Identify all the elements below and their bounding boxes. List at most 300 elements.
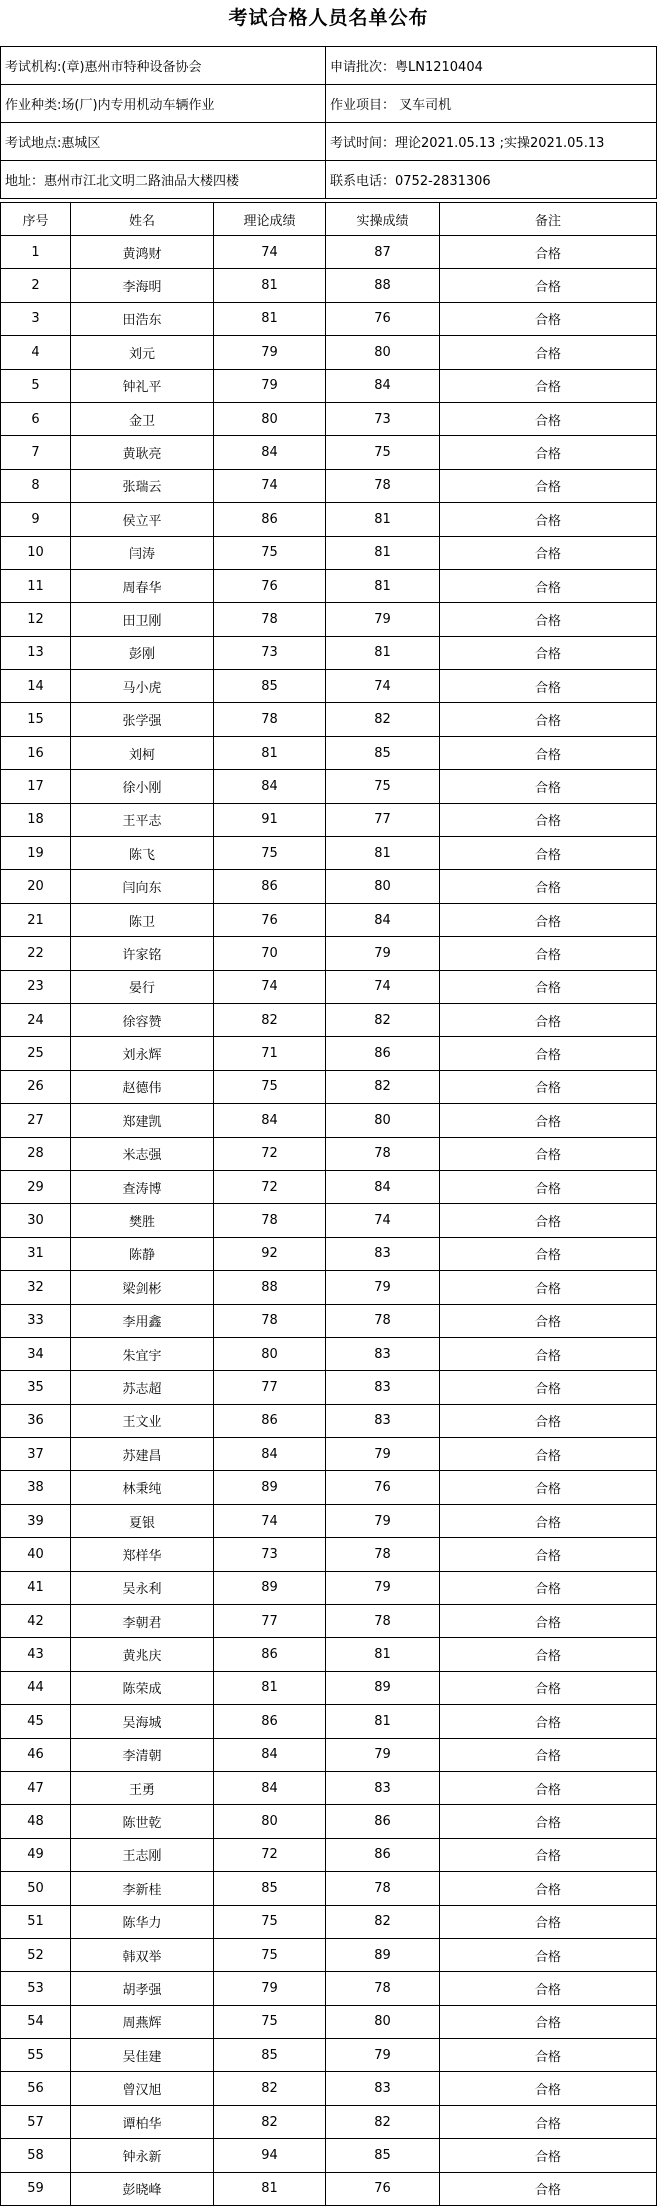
row-index: 53 bbox=[1, 1972, 71, 2005]
practical-score: 78 bbox=[326, 1872, 440, 1905]
row-index: 30 bbox=[1, 1204, 71, 1237]
practical-score: 78 bbox=[326, 1304, 440, 1337]
table-row bbox=[1, 1137, 657, 1170]
table-row bbox=[1, 1872, 657, 1905]
row-index: 43 bbox=[1, 1638, 71, 1671]
theory-score: 80 bbox=[214, 402, 326, 435]
practical-score: 85 bbox=[326, 2139, 440, 2172]
practical-score: 81 bbox=[326, 536, 440, 569]
remark: 合格 bbox=[440, 2139, 657, 2172]
header-remark: 备注 bbox=[440, 203, 657, 236]
theory-score: 72 bbox=[214, 1170, 326, 1203]
row-index: 6 bbox=[1, 402, 71, 435]
person-name: 彭刚 bbox=[71, 636, 214, 669]
remark: 合格 bbox=[440, 1371, 657, 1404]
theory-score: 81 bbox=[214, 269, 326, 302]
theory-score: 94 bbox=[214, 2139, 326, 2172]
exam-info-table bbox=[0, 46, 657, 199]
table-row bbox=[1, 1972, 657, 2005]
person-name: 许家铭 bbox=[71, 937, 214, 970]
table-row bbox=[1, 803, 657, 836]
header-practical-score: 实操成绩 bbox=[326, 203, 440, 236]
row-index: 28 bbox=[1, 1137, 71, 1170]
row-index: 32 bbox=[1, 1271, 71, 1304]
practical-score: 76 bbox=[326, 302, 440, 335]
practical-score: 76 bbox=[326, 2172, 440, 2205]
person-name: 黄鸿财 bbox=[71, 236, 214, 269]
row-index: 33 bbox=[1, 1304, 71, 1337]
practical-score: 77 bbox=[326, 803, 440, 836]
practical-score: 85 bbox=[326, 736, 440, 769]
person-name: 樊胜 bbox=[71, 1204, 214, 1237]
row-index: 39 bbox=[1, 1504, 71, 1537]
remark: 合格 bbox=[440, 1805, 657, 1838]
table-row bbox=[1, 569, 657, 602]
row-index: 46 bbox=[1, 1738, 71, 1771]
row-index: 21 bbox=[1, 903, 71, 936]
table-row bbox=[1, 937, 657, 970]
row-index: 56 bbox=[1, 2072, 71, 2105]
table-row bbox=[1, 1738, 657, 1771]
practical-score: 78 bbox=[326, 1605, 440, 1638]
person-name: 陈静 bbox=[71, 1237, 214, 1270]
person-name: 李朝君 bbox=[71, 1605, 214, 1638]
row-index: 15 bbox=[1, 703, 71, 736]
theory-score: 73 bbox=[214, 1538, 326, 1571]
remark: 合格 bbox=[440, 1905, 657, 1938]
table-row bbox=[1, 736, 657, 769]
row-index: 23 bbox=[1, 970, 71, 1003]
remark: 合格 bbox=[440, 1972, 657, 2005]
row-index: 42 bbox=[1, 1605, 71, 1638]
theory-score: 74 bbox=[214, 1504, 326, 1537]
theory-score: 72 bbox=[214, 1838, 326, 1871]
person-name: 陈荣成 bbox=[71, 1671, 214, 1704]
contact-phone: 联系电话：0752-2831306 bbox=[326, 161, 657, 199]
person-name: 黄耿亮 bbox=[71, 436, 214, 469]
table-row bbox=[1, 1605, 657, 1638]
theory-score: 92 bbox=[214, 1237, 326, 1270]
practical-score: 80 bbox=[326, 1104, 440, 1137]
table-row bbox=[1, 1571, 657, 1604]
theory-score: 74 bbox=[214, 970, 326, 1003]
row-index: 22 bbox=[1, 937, 71, 970]
person-name: 徐容赞 bbox=[71, 1003, 214, 1036]
practical-score: 79 bbox=[326, 1271, 440, 1304]
remark: 合格 bbox=[440, 302, 657, 335]
remark: 合格 bbox=[440, 1337, 657, 1370]
practical-score: 79 bbox=[326, 1738, 440, 1771]
theory-score: 82 bbox=[214, 2072, 326, 2105]
remark: 合格 bbox=[440, 1170, 657, 1203]
row-index: 35 bbox=[1, 1371, 71, 1404]
person-name: 周燕辉 bbox=[71, 2005, 214, 2038]
remark: 合格 bbox=[440, 1271, 657, 1304]
remark: 合格 bbox=[440, 336, 657, 369]
theory-score: 85 bbox=[214, 2039, 326, 2072]
table-row bbox=[1, 1471, 657, 1504]
person-name: 田浩东 bbox=[71, 302, 214, 335]
theory-score: 73 bbox=[214, 636, 326, 669]
remark: 合格 bbox=[440, 937, 657, 970]
row-index: 5 bbox=[1, 369, 71, 402]
table-row bbox=[1, 1705, 657, 1738]
practical-score: 80 bbox=[326, 870, 440, 903]
theory-score: 81 bbox=[214, 736, 326, 769]
row-index: 9 bbox=[1, 503, 71, 536]
theory-score: 76 bbox=[214, 569, 326, 602]
row-index: 3 bbox=[1, 302, 71, 335]
table-row bbox=[1, 1638, 657, 1671]
table-body bbox=[1, 236, 657, 2206]
row-index: 38 bbox=[1, 1471, 71, 1504]
theory-score: 81 bbox=[214, 2172, 326, 2205]
practical-score: 79 bbox=[326, 2039, 440, 2072]
practical-score: 89 bbox=[326, 1671, 440, 1704]
remark: 合格 bbox=[440, 803, 657, 836]
table-row bbox=[1, 536, 657, 569]
operation-category: 作业种类:场(厂)内专用机动车辆作业 bbox=[1, 85, 326, 123]
theory-score: 75 bbox=[214, 1905, 326, 1938]
table-row bbox=[1, 703, 657, 736]
theory-score: 76 bbox=[214, 903, 326, 936]
row-index: 48 bbox=[1, 1805, 71, 1838]
person-name: 晏行 bbox=[71, 970, 214, 1003]
person-name: 韩双举 bbox=[71, 1938, 214, 1971]
table-row bbox=[1, 336, 657, 369]
theory-score: 84 bbox=[214, 1771, 326, 1804]
row-index: 18 bbox=[1, 803, 71, 836]
remark: 合格 bbox=[440, 2005, 657, 2038]
theory-score: 75 bbox=[214, 536, 326, 569]
table-row bbox=[1, 1504, 657, 1537]
theory-score: 78 bbox=[214, 603, 326, 636]
practical-score: 87 bbox=[326, 236, 440, 269]
table-row bbox=[1, 1170, 657, 1203]
table-row bbox=[1, 236, 657, 269]
person-name: 苏志超 bbox=[71, 1371, 214, 1404]
remark: 合格 bbox=[440, 1938, 657, 1971]
header-theory-score: 理论成绩 bbox=[214, 203, 326, 236]
remark: 合格 bbox=[440, 1538, 657, 1571]
table-row bbox=[1, 2105, 657, 2138]
remark: 合格 bbox=[440, 603, 657, 636]
table-row bbox=[1, 636, 657, 669]
remark: 合格 bbox=[440, 703, 657, 736]
practical-score: 78 bbox=[326, 1972, 440, 2005]
person-name: 陈飞 bbox=[71, 837, 214, 870]
remark: 合格 bbox=[440, 369, 657, 402]
row-index: 11 bbox=[1, 569, 71, 602]
theory-score: 91 bbox=[214, 803, 326, 836]
row-index: 51 bbox=[1, 1905, 71, 1938]
theory-score: 86 bbox=[214, 1404, 326, 1437]
row-index: 19 bbox=[1, 837, 71, 870]
table-row bbox=[1, 2172, 657, 2205]
person-name: 赵德伟 bbox=[71, 1070, 214, 1103]
theory-score: 84 bbox=[214, 1738, 326, 1771]
practical-score: 76 bbox=[326, 1471, 440, 1504]
table-row bbox=[1, 1905, 657, 1938]
theory-score: 80 bbox=[214, 1805, 326, 1838]
person-name: 张瑞云 bbox=[71, 469, 214, 502]
theory-score: 71 bbox=[214, 1037, 326, 1070]
practical-score: 83 bbox=[326, 1337, 440, 1370]
practical-score: 82 bbox=[326, 2105, 440, 2138]
table-row bbox=[1, 2139, 657, 2172]
table-row bbox=[1, 903, 657, 936]
practical-score: 82 bbox=[326, 1905, 440, 1938]
remark: 合格 bbox=[440, 2105, 657, 2138]
remark: 合格 bbox=[440, 1671, 657, 1704]
theory-score: 81 bbox=[214, 302, 326, 335]
remark: 合格 bbox=[440, 870, 657, 903]
theory-score: 78 bbox=[214, 703, 326, 736]
info-row bbox=[1, 123, 657, 161]
row-index: 2 bbox=[1, 269, 71, 302]
row-index: 44 bbox=[1, 1671, 71, 1704]
theory-score: 84 bbox=[214, 436, 326, 469]
practical-score: 79 bbox=[326, 1571, 440, 1604]
practical-score: 80 bbox=[326, 336, 440, 369]
row-index: 17 bbox=[1, 770, 71, 803]
practical-score: 81 bbox=[326, 569, 440, 602]
practical-score: 81 bbox=[326, 503, 440, 536]
remark: 合格 bbox=[440, 1504, 657, 1537]
row-index: 1 bbox=[1, 236, 71, 269]
person-name: 彭晓峰 bbox=[71, 2172, 214, 2205]
person-name: 刘元 bbox=[71, 336, 214, 369]
person-name: 梁剑彬 bbox=[71, 1271, 214, 1304]
remark: 合格 bbox=[440, 402, 657, 435]
remark: 合格 bbox=[440, 2072, 657, 2105]
practical-score: 84 bbox=[326, 1170, 440, 1203]
theory-score: 78 bbox=[214, 1304, 326, 1337]
table-row bbox=[1, 302, 657, 335]
person-name: 闫涛 bbox=[71, 536, 214, 569]
info-row bbox=[1, 47, 657, 85]
theory-score: 82 bbox=[214, 1003, 326, 1036]
theory-score: 74 bbox=[214, 236, 326, 269]
person-name: 陈卫 bbox=[71, 903, 214, 936]
practical-score: 74 bbox=[326, 970, 440, 1003]
person-name: 吴海城 bbox=[71, 1705, 214, 1738]
person-name: 张学强 bbox=[71, 703, 214, 736]
person-name: 郑样华 bbox=[71, 1538, 214, 1571]
table-row bbox=[1, 1304, 657, 1337]
theory-score: 70 bbox=[214, 937, 326, 970]
theory-score: 77 bbox=[214, 1605, 326, 1638]
remark: 合格 bbox=[440, 1438, 657, 1471]
row-index: 16 bbox=[1, 736, 71, 769]
table-header-row bbox=[1, 203, 657, 236]
person-name: 林秉纯 bbox=[71, 1471, 214, 1504]
person-name: 周春华 bbox=[71, 569, 214, 602]
table-row bbox=[1, 670, 657, 703]
person-name: 胡孝强 bbox=[71, 1972, 214, 2005]
table-row bbox=[1, 770, 657, 803]
remark: 合格 bbox=[440, 903, 657, 936]
practical-score: 84 bbox=[326, 903, 440, 936]
person-name: 王文业 bbox=[71, 1404, 214, 1437]
practical-score: 81 bbox=[326, 636, 440, 669]
remark: 合格 bbox=[440, 970, 657, 1003]
person-name: 马小虎 bbox=[71, 670, 214, 703]
practical-score: 83 bbox=[326, 2072, 440, 2105]
person-name: 金卫 bbox=[71, 402, 214, 435]
person-name: 刘柯 bbox=[71, 736, 214, 769]
row-index: 45 bbox=[1, 1705, 71, 1738]
exam-time: 考试时间：理论2021.05.13 ;实操2021.05.13 bbox=[326, 123, 657, 161]
row-index: 59 bbox=[1, 2172, 71, 2205]
table-row bbox=[1, 402, 657, 435]
table-row bbox=[1, 1671, 657, 1704]
practical-score: 83 bbox=[326, 1237, 440, 1270]
address: 地址：惠州市江北文明二路油品大楼四楼 bbox=[1, 161, 326, 199]
remark: 合格 bbox=[440, 1838, 657, 1871]
remark: 合格 bbox=[440, 269, 657, 302]
practical-score: 82 bbox=[326, 1003, 440, 1036]
theory-score: 80 bbox=[214, 1337, 326, 1370]
table-row bbox=[1, 603, 657, 636]
table-row bbox=[1, 269, 657, 302]
person-name: 李用鑫 bbox=[71, 1304, 214, 1337]
remark: 合格 bbox=[440, 1738, 657, 1771]
practical-score: 86 bbox=[326, 1037, 440, 1070]
remark: 合格 bbox=[440, 837, 657, 870]
practical-score: 74 bbox=[326, 1204, 440, 1237]
remark: 合格 bbox=[440, 236, 657, 269]
person-name: 夏银 bbox=[71, 1504, 214, 1537]
theory-score: 79 bbox=[214, 369, 326, 402]
table-row bbox=[1, 970, 657, 1003]
row-index: 10 bbox=[1, 536, 71, 569]
theory-score: 82 bbox=[214, 2105, 326, 2138]
row-index: 36 bbox=[1, 1404, 71, 1437]
person-name: 谭柏华 bbox=[71, 2105, 214, 2138]
table-row bbox=[1, 436, 657, 469]
person-name: 米志强 bbox=[71, 1137, 214, 1170]
table-row bbox=[1, 1938, 657, 1971]
person-name: 钟礼平 bbox=[71, 369, 214, 402]
table-row bbox=[1, 469, 657, 502]
theory-score: 72 bbox=[214, 1137, 326, 1170]
person-name: 钟永新 bbox=[71, 2139, 214, 2172]
remark: 合格 bbox=[440, 1003, 657, 1036]
remark: 合格 bbox=[440, 1605, 657, 1638]
table-row bbox=[1, 1805, 657, 1838]
row-index: 41 bbox=[1, 1571, 71, 1604]
row-index: 40 bbox=[1, 1538, 71, 1571]
practical-score: 89 bbox=[326, 1938, 440, 1971]
remark: 合格 bbox=[440, 436, 657, 469]
person-name: 李新桂 bbox=[71, 1872, 214, 1905]
remark: 合格 bbox=[440, 1304, 657, 1337]
practical-score: 75 bbox=[326, 770, 440, 803]
remark: 合格 bbox=[440, 1571, 657, 1604]
table-row bbox=[1, 369, 657, 402]
table-row bbox=[1, 2039, 657, 2072]
table-row bbox=[1, 870, 657, 903]
theory-score: 81 bbox=[214, 1671, 326, 1704]
remark: 合格 bbox=[440, 636, 657, 669]
theory-score: 84 bbox=[214, 1438, 326, 1471]
person-name: 苏建昌 bbox=[71, 1438, 214, 1471]
remark: 合格 bbox=[440, 770, 657, 803]
person-name: 刘永辉 bbox=[71, 1037, 214, 1070]
remark: 合格 bbox=[440, 1638, 657, 1671]
person-name: 黄兆庆 bbox=[71, 1638, 214, 1671]
row-index: 31 bbox=[1, 1237, 71, 1270]
row-index: 26 bbox=[1, 1070, 71, 1103]
row-index: 24 bbox=[1, 1003, 71, 1036]
remark: 合格 bbox=[440, 1404, 657, 1437]
table-row bbox=[1, 1371, 657, 1404]
person-name: 王勇 bbox=[71, 1771, 214, 1804]
theory-score: 89 bbox=[214, 1571, 326, 1604]
results-table bbox=[0, 202, 657, 2206]
practical-score: 79 bbox=[326, 937, 440, 970]
person-name: 陈华力 bbox=[71, 1905, 214, 1938]
practical-score: 78 bbox=[326, 469, 440, 502]
remark: 合格 bbox=[440, 536, 657, 569]
theory-score: 85 bbox=[214, 670, 326, 703]
remark: 合格 bbox=[440, 569, 657, 602]
practical-score: 86 bbox=[326, 1805, 440, 1838]
theory-score: 75 bbox=[214, 837, 326, 870]
table-row bbox=[1, 1104, 657, 1137]
person-name: 曾汉旭 bbox=[71, 2072, 214, 2105]
theory-score: 85 bbox=[214, 1872, 326, 1905]
practical-score: 81 bbox=[326, 1638, 440, 1671]
remark: 合格 bbox=[440, 469, 657, 502]
info-row bbox=[1, 85, 657, 123]
remark: 合格 bbox=[440, 1471, 657, 1504]
remark: 合格 bbox=[440, 1037, 657, 1070]
person-name: 朱宜宇 bbox=[71, 1337, 214, 1370]
table-row bbox=[1, 1003, 657, 1036]
person-name: 查涛博 bbox=[71, 1170, 214, 1203]
row-index: 58 bbox=[1, 2139, 71, 2172]
practical-score: 78 bbox=[326, 1137, 440, 1170]
info-row bbox=[1, 161, 657, 199]
person-name: 田卫刚 bbox=[71, 603, 214, 636]
table-row bbox=[1, 1438, 657, 1471]
remark: 合格 bbox=[440, 1705, 657, 1738]
remark: 合格 bbox=[440, 2172, 657, 2205]
person-name: 吴佳建 bbox=[71, 2039, 214, 2072]
table-row bbox=[1, 2072, 657, 2105]
practical-score: 79 bbox=[326, 1438, 440, 1471]
practical-score: 88 bbox=[326, 269, 440, 302]
practical-score: 84 bbox=[326, 369, 440, 402]
person-name: 王志刚 bbox=[71, 1838, 214, 1871]
header-index: 序号 bbox=[1, 203, 71, 236]
table-row bbox=[1, 1838, 657, 1871]
theory-score: 86 bbox=[214, 1705, 326, 1738]
row-index: 20 bbox=[1, 870, 71, 903]
practical-score: 83 bbox=[326, 1371, 440, 1404]
person-name: 吴永利 bbox=[71, 1571, 214, 1604]
practical-score: 82 bbox=[326, 703, 440, 736]
row-index: 25 bbox=[1, 1037, 71, 1070]
person-name: 李海明 bbox=[71, 269, 214, 302]
person-name: 陈世乾 bbox=[71, 1805, 214, 1838]
theory-score: 86 bbox=[214, 503, 326, 536]
row-index: 50 bbox=[1, 1872, 71, 1905]
remark: 合格 bbox=[440, 503, 657, 536]
practical-score: 83 bbox=[326, 1404, 440, 1437]
